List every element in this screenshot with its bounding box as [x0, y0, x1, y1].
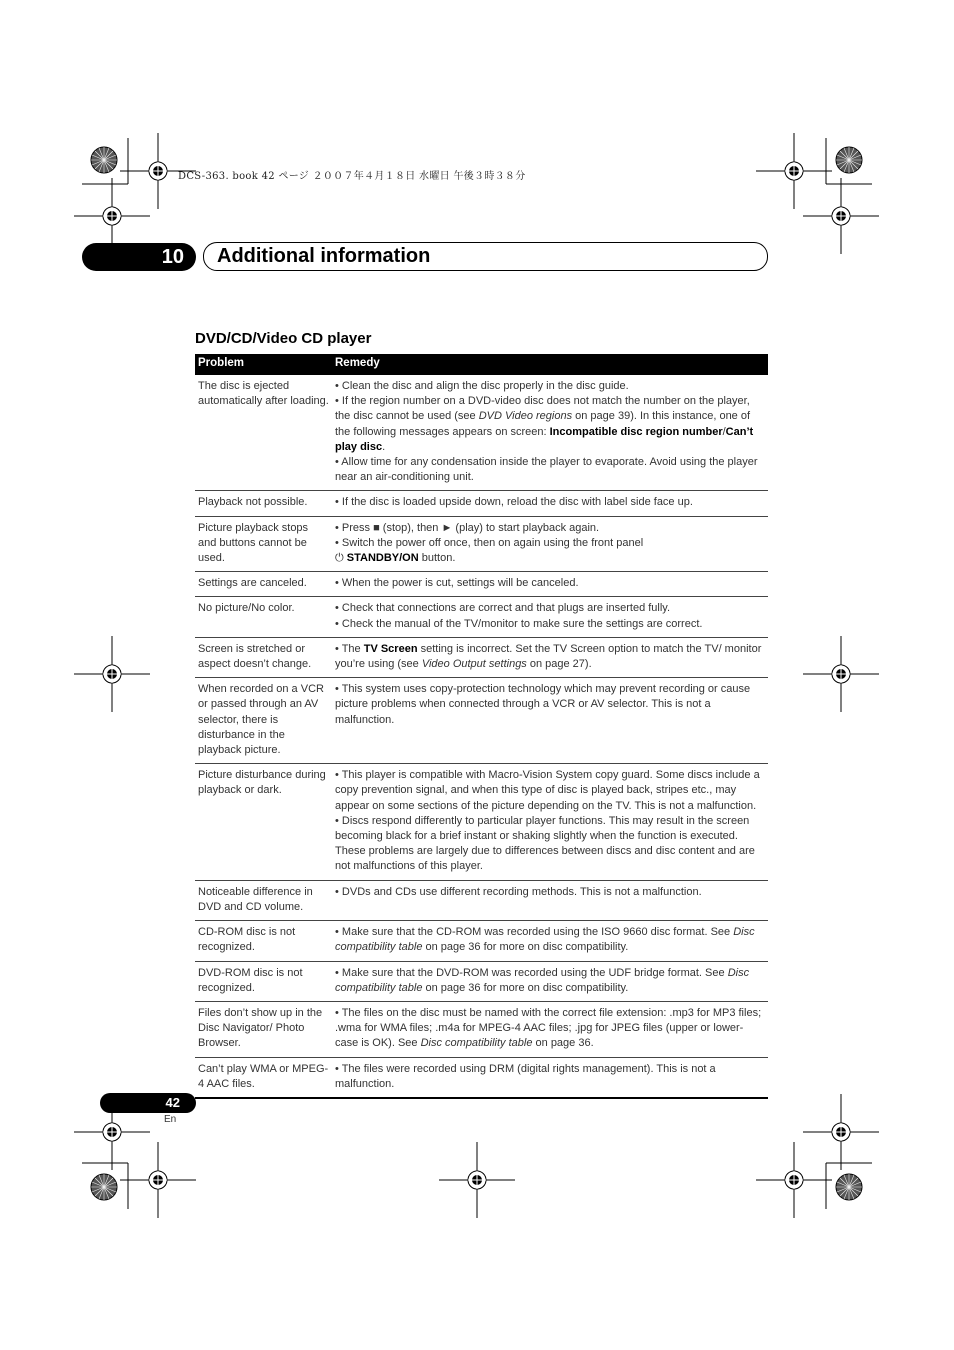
- header-remedy: Remedy: [332, 354, 768, 375]
- problem-cell: Noticeable difference in DVD and CD volume.: [195, 880, 332, 920]
- remedy-cell: [332, 1001, 768, 1057]
- remedy-cell: [332, 597, 768, 637]
- remedy-text: on page 27).: [526, 658, 592, 671]
- remedy-cell: [332, 516, 768, 572]
- remedy-cell: [332, 572, 768, 597]
- problem-cell: Settings are canceled.: [195, 572, 332, 597]
- remedy-line: [335, 925, 765, 955]
- remedy-line: • This player is compatible with Macro-Vision System copy guard. Some discs include a copy prevention signal, and when this type of disc is played back, stripes etc., may appear on some sections of the picture depending on the TV. This is not a malfunction.: [335, 769, 760, 812]
- remedy-line: [335, 642, 765, 672]
- remedy-line: [335, 1006, 765, 1052]
- remedy-line: • Switch the power off once, then on again using the front panel: [335, 536, 644, 549]
- header-problem: Problem: [195, 354, 332, 375]
- problem-cell: Can’t play WMA or MPEG-4 AAC files.: [195, 1057, 332, 1098]
- troubleshooting-table: [195, 354, 768, 1099]
- print-slug: DCS-363. book 42 ページ ２００７年４月１８日 水曜日 午後３時３８分: [178, 171, 526, 182]
- remedy-text: • Make sure that the CD-ROM was recorded using the ISO 9660 disc format. See: [335, 926, 734, 939]
- cross-reference: Video Output settings: [421, 658, 527, 671]
- remedy-text: on page 36.: [532, 1037, 594, 1050]
- table-header-row: [195, 354, 768, 375]
- language-code: En: [164, 1114, 177, 1125]
- table-row: [195, 491, 768, 516]
- remedy-line: • Clean the disc and align the disc properly in the disc guide.: [335, 380, 629, 392]
- remedy-text: button.: [418, 552, 456, 565]
- remedy-line: [335, 551, 765, 566]
- problem-cell: Playback not possible.: [195, 491, 332, 516]
- remedy-cell: [332, 637, 768, 677]
- remedy-cell: [332, 375, 768, 491]
- table-row: [195, 1001, 768, 1057]
- remedy-line: [335, 394, 765, 455]
- remedy-cell: [332, 921, 768, 961]
- remedy-cell: [332, 1057, 768, 1098]
- cross-reference: Disc compatibility table: [335, 966, 750, 994]
- remedy-line: • The files were recorded using DRM (digital rights management). This is not a malfunction.: [335, 1062, 716, 1090]
- remedy-line: • DVDs and CDs use different recording methods. This is not a malfunction.: [335, 885, 702, 898]
- problem-cell: When recorded on a VCR or passed through an AV selector, there is disturbance in the playback picture.: [195, 678, 332, 764]
- remedy-text: • The: [335, 642, 364, 655]
- remedy-text: /: [722, 425, 726, 438]
- remedy-line: • Discs respond differently to particular player functions. This may result in the screen becoming black for a brief instant or shaking slightly when the function is executed. These problems are largely due to differences between discs and disc content and are not malfunctions of this player.: [335, 814, 755, 873]
- table-row: [195, 921, 768, 961]
- problem-cell: No picture/No color.: [195, 597, 332, 637]
- chapter-title: Additional information: [217, 245, 431, 267]
- table-row: [195, 678, 768, 764]
- cross-reference: Disc compatibility table: [420, 1037, 533, 1050]
- table-row: [195, 1057, 768, 1098]
- setting-name: TV Screen: [363, 642, 418, 655]
- remedy-cell: [332, 961, 768, 1001]
- remedy-text: setting is incorrect. Set the TV Screen option to match the TV/ monitor you’re using (see: [335, 642, 762, 671]
- screen-message: Can’t play disc: [335, 425, 754, 453]
- remedy-line: • Allow time for any condensation inside the player to evaporate. Avoid using the player near an air-conditioning unit.: [335, 456, 758, 484]
- table-row: [195, 597, 768, 637]
- chapter-number: 10: [82, 243, 196, 271]
- table-row: [195, 880, 768, 920]
- remedy-cell: [332, 491, 768, 516]
- button-name: STANDBY/ON: [346, 552, 419, 565]
- remedy-cell: [332, 678, 768, 764]
- table-row: [195, 572, 768, 597]
- section-title: DVD/CD/Video CD player: [195, 330, 372, 347]
- table-row: [195, 764, 768, 880]
- problem-cell: Picture playback stops and buttons cannot be used.: [195, 516, 332, 572]
- problem-cell: Picture disturbance during playback or dark.: [195, 764, 332, 880]
- remedy-line: • Check that connections are correct and that plugs are inserted fully.: [335, 602, 671, 615]
- problem-cell: CD-ROM disc is not recognized.: [195, 921, 332, 961]
- remedy-line: • Press ■ (stop), then ► (play) to start playback again.: [335, 521, 600, 534]
- remedy-text: • The files on the disc must be named with the correct file extension: .mp3 for MP3 files; .wma for WMA files; .m4a for MPEG-4 AAC files; .jpg for JPEG files (upper or lower-case is OK). See: [335, 1006, 762, 1050]
- remedy-line: • When the power is cut, settings will be canceled.: [335, 577, 579, 590]
- problem-cell: Files don’t show up in the Disc Navigator/ Photo Browser.: [195, 1001, 332, 1057]
- screen-message: Incompatible disc region number: [549, 425, 723, 438]
- table-row: [195, 961, 768, 1001]
- remedy-text: • If the region number on a DVD-video disc does not match the number on the player, the disc cannot be used (see: [335, 395, 750, 423]
- remedy-line: • Check the manual of the TV/monitor to make sure the settings are correct.: [335, 617, 703, 630]
- table-row: [195, 516, 768, 572]
- remedy-text: on page 36 for more on disc compatibility.: [422, 941, 629, 954]
- remedy-text: on page 39). In this instance, one of the following messages appears on screen:: [335, 410, 751, 438]
- problem-cell: Screen is stretched or aspect doesn’t change.: [195, 637, 332, 677]
- cross-reference: Disc compatibility table: [335, 926, 755, 954]
- remedy-cell: [332, 764, 768, 880]
- power-icon: ⏻: [335, 552, 347, 565]
- cross-reference: DVD Video regions: [478, 410, 573, 423]
- remedy-line: • This system uses copy-protection technology which may prevent recording or cause picture problems when connected through a VCR or AV selector. This is not a malfunction.: [335, 683, 751, 726]
- remedy-text: .: [382, 440, 386, 453]
- problem-cell: The disc is ejected automatically after loading.: [195, 375, 332, 491]
- remedy-text: • Make sure that the DVD-ROM was recorded using the UDF bridge format. See: [335, 966, 728, 979]
- remedy-line: [335, 966, 765, 996]
- page-number: 42: [100, 1093, 196, 1113]
- remedy-cell: [332, 880, 768, 920]
- problem-cell: DVD-ROM disc is not recognized.: [195, 961, 332, 1001]
- table-row: [195, 375, 768, 491]
- remedy-text: on page 36 for more on disc compatibility.: [422, 981, 629, 994]
- table-row: [195, 637, 768, 677]
- remedy-line: • If the disc is loaded upside down, reload the disc with label side face up.: [335, 496, 693, 509]
